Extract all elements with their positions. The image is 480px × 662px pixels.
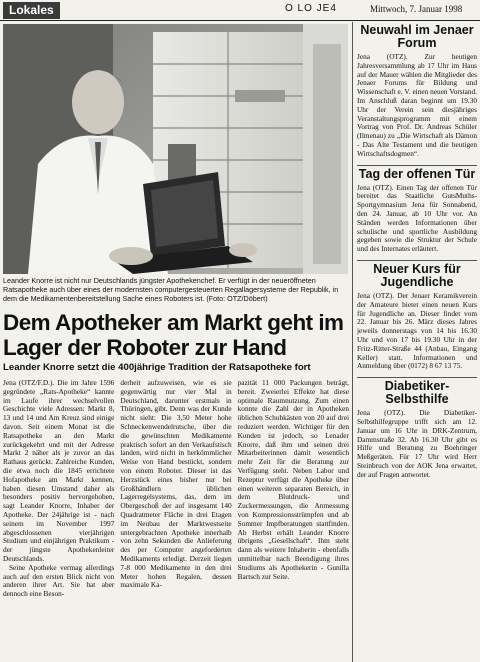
sidebar-article-body: Jena (OTZ). Einen Tag der offenen Tür bereitet das Staatliche GutsMuths-Sportgymnasium Jena für Sonnabend, den 24. Januar, ab 10 Uhr vor. An Ständen werden Informationen über schulische und sportliche Ausbildung gegeben sowie die Struktur der Schule und des Internates erläutert. — [357, 182, 477, 254]
paragraph: pazität 11 000 Packungen beträgt, bereit. Zweierlei Effekte hat diese optimale Raumnutzung. Zum einen konnte die Zahl der in Apotheken üblichen Schubkästen von 20 auf drei reduziert werden. Wichtiger für den Kunden ist jedoch, so Lenader Knorre, daß ihm und seinen drei Mitarbeiterinnen damit wesentlich mehr Zeit für die Beratung zur Verfügung steht. Neben Labor und Rezeptur verfügt die Apotheke über einen weiteren separaten Bereich, in dem Blutdruck- und Zuckermessungen, die Anmessung von Kompressionsstrümpfen und ab Sommer Impfberatungen stattfinden. Ab Herbst erhält Leander Knorre übrigens „Gesellschaft“. Ihm steht dann als weitere Inhaberin - ebenfalls unmittelbar nach Beendigung ihres Studiums als Apothekerin - Gunilla Bartsch zur Seite. — [237, 379, 349, 581]
divider — [357, 165, 477, 166]
paper-code: O LO JE4 — [285, 3, 337, 14]
article-column-3 — [238, 379, 349, 662]
pharmacist-with-robot-photo — [3, 24, 348, 274]
sidebar-article — [357, 24, 477, 162]
sidebar-article-body: Jena (OTZ). Der Jenaer Keramikverein der Amateure bietet einen neuen Kurs für Jugendliche an. Dieser findet vom 22. Januar bis 26. März dieses Jahres jeweils donnerstags von 14 bis 16.30 Uhr und von 17 bis 19.30 Uhr in der Fritz-Ritter-Straße 44 (Anbau, Eingang Keller) statt. Informationen und Anmeldung über (0172) 8 67 13 75. — [357, 290, 477, 371]
caption-text: Leander Knorre ist nicht nur Deutschlands jüngster Apothekenchef. Er verfügt in der neueröffneten Ratsapotheke auch über eines der modernsten computergesteuerten Regallagersysteme der Republik, in dem die Medikamentenbereitstellung Sache eines Roboters ist. — [3, 276, 339, 303]
photo-caption — [3, 276, 348, 303]
article-column-2 — [120, 379, 231, 662]
column-divider — [352, 22, 353, 662]
paragraph: Jena (OTZ/F.D.). Die im Jahre 1596 gegründete „Rats-Apotheke“ kannte im Laufe ihrer wechselvollen Geschichte viele Adressen: Markt 8, 13 und 14 und Am Kreuz sind einige davon. Seit einem Monat ist die Ratsapotheke an den Markt zurückgekehrt und mit der Adresse Markt 2 näher als je zuvor an das Rathaus gerückt. Zahlreiche Kunden, die etwa noch die 1845 errichtete Hofapotheke am Markt kennen, haben diesen Umstand daher als besonders positiv hervorgehoben, sagt Leander Knorre, Inhaber der Apotheke. Der 24jährige ist - nach seinem im November 1997 abgeschlossenen vierjährigen Studium und einjährigen Praktikum - der jüngste Apothekenleiter Deutschlands. — [3, 379, 115, 563]
sidebar-article — [357, 263, 477, 374]
sidebar-article-title: Diabetiker-Selbsthilfe — [384, 379, 450, 407]
sidebar-article-body: Jena (OTZ). Die Diabetiker-Selbsthilfegruppe trifft sich am 12. Januar um 16 Uhr in DRK-Zentrum, Dammstraße 32. Ab 16.30 Uhr gibt es Hilfe und Beratung zu Boehringer Meßgeräten. Für 17 Uhr wird Herr Steinbruch von der AOK Jena erwartet, der auf Fragen antwortet. — [357, 408, 477, 479]
article-photo — [3, 24, 348, 274]
divider — [357, 260, 477, 261]
article-body — [3, 379, 349, 662]
news-sidebar — [357, 22, 477, 662]
sidebar-article — [357, 380, 477, 482]
divider — [357, 377, 477, 378]
sidebar-article-title: Neuwahl im Jenaer Forum — [360, 23, 474, 50]
section-label: Lokales — [3, 2, 60, 19]
article-headline: Dem Apotheker am Markt geht im Lager der Roboter zur Hand — [3, 310, 344, 360]
sidebar-article — [357, 168, 477, 257]
paragraph: Seine Apotheke vermag allerdings auch auf den ersten Blick nicht von anderen ihrer Art. Sie hat aber dennoch eine Beson- — [3, 562, 115, 599]
sidebar-article-body: Jena (OTZ). Zur heutigen Jahresversammlung ab 17 Uhr im Haus auf der Mauer wählen die Mitglieder des Jenaer Forums für Bildung und Wissenschaft e. V. einen neuen Vorstand. Im Anschluß daran beginnt um 19.30 Uhr der Verein sein diesjähriges Veranstaltungsprogramm mit einem Vortrag von Prof. Dr. Andreas Schüler (Ilmenau) zu „Die Wirtschaft als Dämon - Das Alte Testament und die heutigen Wirtschaftsdogmen“. — [357, 52, 477, 158]
issue-date: Mittwoch, 7. Januar 1998 — [370, 4, 463, 14]
paragraph: derheit aufzuweisen, wie es sie gegenwärtig nur vier Mal in Deutschland, darunter erstmals in Thüringen, gibt. Denn was der Kunde nicht sieht: Die 3,50 Meter hohe Schneckenwendelrutsche, über die die gewünschten Medikamente praktisch sofort an den Verkaufstisch landen, wird nicht in herkömmlicher Weise von Hand bestückt, sondern von einem Roboter. Dieser ist das Herzstück eines bisher nur bei Großhändlern üblichen Lagerregelsystems, das, dem im Obergeschoß der auf insgesamt 140 Quadratmeter Fläche in drei Etagen im Neubau der Marktwestseite untergebrachten Apotheke innerhalb von zehn Sekunden die Anlieferung des per Computer angeforderten Medikaments erledigt. Derzeit liegen 7-8 000 Medikamente in den drei Meter hohen Regalen, dessen maximale Ka- — [120, 379, 232, 590]
article-subhead: Leander Knorre setzt die 400jährige Tradition der Ratsapotheke fort — [3, 362, 311, 373]
photo-credit: (Foto: OTZ/Döbert) — [206, 294, 268, 303]
article-column-1 — [3, 379, 114, 662]
sidebar-article-title: Tag der offenen Tür — [358, 166, 476, 181]
sidebar-article-title: Neuer Kurs für Jugendliche — [373, 261, 461, 289]
